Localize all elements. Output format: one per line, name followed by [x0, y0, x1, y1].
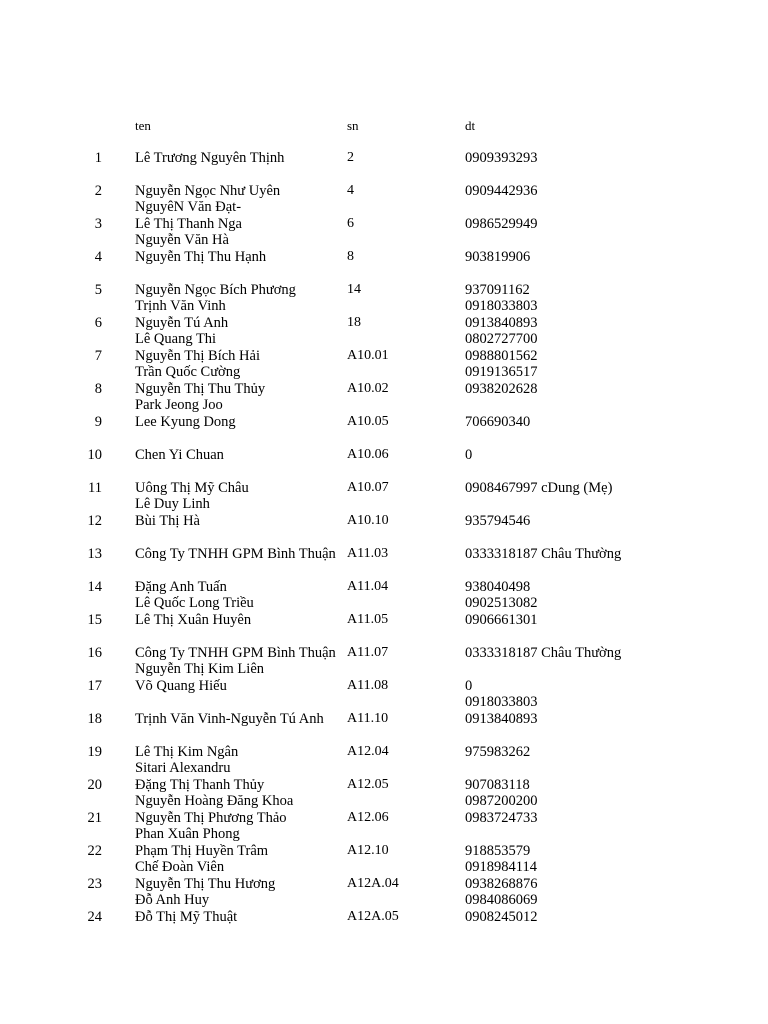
table-row — [0, 216, 768, 249]
name-cell — [135, 216, 242, 248]
unit-cell: A10.10 — [347, 513, 389, 528]
name-line: Trịnh Văn Vinh-Nguyễn Tú Anh — [135, 711, 324, 727]
table-row — [0, 810, 768, 843]
table-row — [0, 546, 768, 579]
unit-cell: A10.05 — [347, 414, 389, 429]
table-row — [0, 183, 768, 216]
name-line: Đặng Thị Thanh Thủy — [135, 777, 265, 793]
unit-cell: 2 — [347, 150, 354, 165]
name-line: Lee Kyung Dong — [135, 414, 236, 430]
table-row — [0, 447, 768, 480]
unit-cell: A11.05 — [347, 612, 389, 627]
name-cell — [135, 546, 336, 562]
table-row — [0, 579, 768, 612]
name-cell — [135, 282, 296, 314]
phone-cell — [465, 678, 538, 710]
phone-line: 0902513082 — [465, 595, 538, 611]
table-row — [0, 249, 768, 282]
unit-cell: 8 — [347, 249, 354, 264]
row-number: 17 — [87, 678, 102, 694]
name-line: Nguyễn Văn Hà — [135, 232, 229, 248]
phone-cell — [465, 348, 538, 380]
row-number: 9 — [94, 414, 102, 430]
table-row — [0, 348, 768, 381]
phone-line: 0918033803 — [465, 298, 538, 314]
name-line: Sitari Alexandru — [135, 760, 231, 776]
name-line: Nguyễn Ngọc Như Uyên — [135, 183, 281, 199]
unit-cell: 6 — [347, 216, 354, 231]
unit-cell: A12A.05 — [347, 909, 399, 924]
unit-cell: A12.05 — [347, 777, 389, 792]
name-line: Đỗ Thị Mỹ Thuật — [135, 909, 238, 925]
row-number: 4 — [94, 249, 102, 265]
name-line: Uông Thị Mỹ Châu — [135, 480, 249, 496]
unit-cell: 18 — [347, 315, 361, 330]
name-cell — [135, 744, 238, 776]
table-row — [0, 381, 768, 414]
phone-line: 0 — [465, 447, 473, 463]
name-line: Nguyễn Thị Thu Hạnh — [135, 249, 267, 265]
table-row — [0, 645, 768, 678]
table-row — [0, 315, 768, 348]
phone-cell — [465, 744, 530, 760]
table-row — [0, 909, 768, 942]
row-number: 6 — [94, 315, 102, 331]
name-line: Đỗ Anh Huy — [135, 892, 210, 908]
name-cell — [135, 909, 237, 925]
table-row — [0, 282, 768, 315]
name-cell — [135, 315, 228, 347]
phone-cell — [465, 843, 537, 875]
phone-line: 0909442936 — [465, 183, 538, 199]
phone-line: 0333318187 Châu Thường — [465, 546, 622, 562]
phone-line: 975983262 — [465, 744, 531, 760]
name-line: Chen Yi Chuan — [135, 447, 224, 463]
unit-cell: A10.06 — [347, 447, 389, 462]
name-line: Nguyễn Thị Phương Thảo — [135, 810, 287, 826]
unit-cell: A11.07 — [347, 645, 389, 660]
phone-line: 0913840893 — [465, 315, 538, 331]
name-cell — [135, 183, 280, 215]
phone-cell — [465, 249, 530, 265]
table-row — [0, 777, 768, 810]
name-line: Nguyễn Tú Anh — [135, 315, 229, 331]
name-cell — [135, 645, 336, 677]
phone-cell — [465, 315, 538, 347]
row-number: 19 — [87, 744, 102, 760]
name-line: Lê Trương Nguyên Thịnh — [135, 150, 285, 166]
name-cell — [135, 513, 200, 529]
phone-line: 935794546 — [465, 513, 531, 529]
name-cell — [135, 711, 324, 727]
name-cell — [135, 447, 224, 463]
name-line: Lê Quốc Long Triều — [135, 595, 254, 611]
phone-line: 907083118 — [465, 777, 530, 793]
name-line: Công Ty TNHH GPM Bình Thuận — [135, 645, 336, 661]
name-cell — [135, 876, 275, 908]
table-row — [0, 876, 768, 909]
row-number: 12 — [87, 513, 102, 529]
row-number: 2 — [94, 183, 102, 199]
phone-cell — [465, 810, 538, 826]
phone-line: 0908467997 cDung (Mẹ) — [465, 480, 613, 496]
unit-cell: A11.08 — [347, 678, 389, 693]
phone-cell — [465, 777, 538, 809]
phone-cell — [465, 183, 538, 199]
name-cell — [135, 678, 227, 694]
row-number: 23 — [87, 876, 102, 892]
table-row — [0, 744, 768, 777]
phone-cell — [465, 546, 621, 562]
header-ten: ten — [135, 118, 151, 133]
table-row — [0, 711, 768, 744]
name-line: Trịnh Văn Vinh — [135, 298, 226, 314]
phone-line: 0913840893 — [465, 711, 538, 727]
name-cell — [135, 150, 284, 166]
name-line: Nguyễn Thị Thu Thủy — [135, 381, 266, 397]
name-line: Park Jeong Joo — [135, 397, 223, 413]
name-line: Công Ty TNHH GPM Bình Thuận — [135, 546, 336, 562]
name-line: Phan Xuân Phong — [135, 826, 240, 842]
phone-cell — [465, 711, 538, 727]
table-row — [0, 678, 768, 711]
unit-cell: A12.04 — [347, 744, 389, 759]
phone-cell — [465, 282, 538, 314]
phone-line: 0983724733 — [465, 810, 538, 826]
row-number: 16 — [87, 645, 102, 661]
phone-cell — [465, 876, 538, 908]
header-sn: sn — [347, 118, 359, 133]
header-dt: dt — [465, 118, 476, 133]
name-line: Lê Thị Kim Ngân — [135, 744, 239, 760]
table-row — [0, 150, 768, 183]
phone-line: 0938268876 — [465, 876, 538, 892]
unit-cell: 4 — [347, 183, 354, 198]
phone-line: 0987200200 — [465, 793, 538, 809]
unit-cell: A11.04 — [347, 579, 389, 594]
name-cell — [135, 579, 254, 611]
phone-line: 0988801562 — [465, 348, 538, 364]
phone-line: 0918984114 — [465, 859, 537, 875]
table-row — [0, 414, 768, 447]
unit-cell: A10.01 — [347, 348, 389, 363]
phone-line: 0 — [465, 678, 473, 694]
phone-cell — [465, 579, 538, 611]
name-cell — [135, 414, 236, 430]
name-line: Lê Thị Xuân Huyên — [135, 612, 252, 628]
name-line: Võ Quang Hiếu — [135, 678, 227, 694]
phone-cell — [465, 447, 472, 463]
row-number: 10 — [87, 447, 102, 463]
phone-cell — [465, 216, 538, 232]
table-row — [0, 843, 768, 876]
name-line: Nguyễn Hoàng Đăng Khoa — [135, 793, 294, 809]
name-line: Đặng Anh Tuấn — [135, 579, 227, 595]
phone-line: 0802727700 — [465, 331, 538, 347]
phone-cell — [465, 645, 621, 661]
row-number: 22 — [87, 843, 102, 859]
table-row — [0, 513, 768, 546]
phone-cell — [465, 612, 538, 628]
table-row — [0, 612, 768, 645]
unit-cell: A12A.04 — [347, 876, 399, 891]
name-line: NguyêN Văn Đạt- — [135, 199, 242, 215]
row-number: 3 — [94, 216, 102, 232]
phone-cell — [465, 414, 530, 430]
phone-cell — [465, 909, 538, 925]
row-number: 14 — [87, 579, 102, 595]
row-number: 1 — [94, 150, 102, 166]
table-row — [0, 480, 768, 513]
name-line: Chế Đoàn Viên — [135, 859, 225, 875]
phone-line: 0984086069 — [465, 892, 538, 908]
phone-line: 937091162 — [465, 282, 530, 298]
name-line: Lê Quang Thi — [135, 331, 217, 347]
unit-cell: 14 — [347, 282, 361, 297]
row-number: 21 — [87, 810, 102, 826]
name-cell — [135, 249, 266, 265]
unit-cell: A10.07 — [347, 480, 389, 495]
row-number: 13 — [87, 546, 102, 562]
name-cell — [135, 381, 265, 413]
phone-line: 0909393293 — [465, 150, 538, 166]
row-number: 15 — [87, 612, 102, 628]
name-cell — [135, 612, 251, 628]
phone-line: 0333318187 Châu Thường — [465, 645, 622, 661]
row-number: 20 — [87, 777, 102, 793]
phone-line: 938040498 — [465, 579, 531, 595]
name-line: Trần Quốc Cường — [135, 364, 241, 380]
row-number: 5 — [94, 282, 102, 298]
phone-line: 0906661301 — [465, 612, 538, 628]
name-cell — [135, 843, 268, 875]
phone-cell — [465, 381, 538, 397]
phone-line: 918853579 — [465, 843, 531, 859]
unit-cell: A12.10 — [347, 843, 389, 858]
row-number: 11 — [88, 480, 102, 496]
phone-line: 0938202628 — [465, 381, 538, 397]
name-line: Nguyễn Thị Kim Liên — [135, 661, 265, 677]
unit-cell: A10.02 — [347, 381, 389, 396]
row-number: 8 — [94, 381, 102, 397]
phone-cell — [465, 513, 530, 529]
phone-line: 903819906 — [465, 249, 531, 265]
name-line: Lê Duy Linh — [135, 496, 210, 512]
name-line: Bùi Thị Hà — [135, 513, 200, 529]
row-number: 24 — [87, 909, 102, 925]
name-cell — [135, 348, 260, 380]
name-line: Nguyễn Thị Thu Hương — [135, 876, 276, 892]
name-line: Phạm Thị Huyền Trâm — [135, 843, 269, 859]
name-cell — [135, 480, 249, 512]
phone-line: 0918033803 — [465, 694, 538, 710]
phone-line: 0919136517 — [465, 364, 538, 380]
phone-line: 0908245012 — [465, 909, 538, 925]
name-cell — [135, 777, 293, 809]
name-line: Nguyễn Thị Bích Hải — [135, 348, 260, 364]
row-number: 7 — [94, 348, 102, 364]
phone-cell — [465, 150, 538, 166]
name-cell — [135, 810, 287, 842]
phone-line: 706690340 — [465, 414, 531, 430]
phone-cell — [465, 480, 612, 496]
name-line: Lê Thị Thanh Nga — [135, 216, 242, 232]
unit-cell: A11.10 — [347, 711, 389, 726]
unit-cell: A12.06 — [347, 810, 389, 825]
phone-line: 0986529949 — [465, 216, 538, 232]
unit-cell: A11.03 — [347, 546, 389, 561]
row-number: 18 — [87, 711, 102, 727]
name-line: Nguyễn Ngọc Bích Phương — [135, 282, 296, 298]
